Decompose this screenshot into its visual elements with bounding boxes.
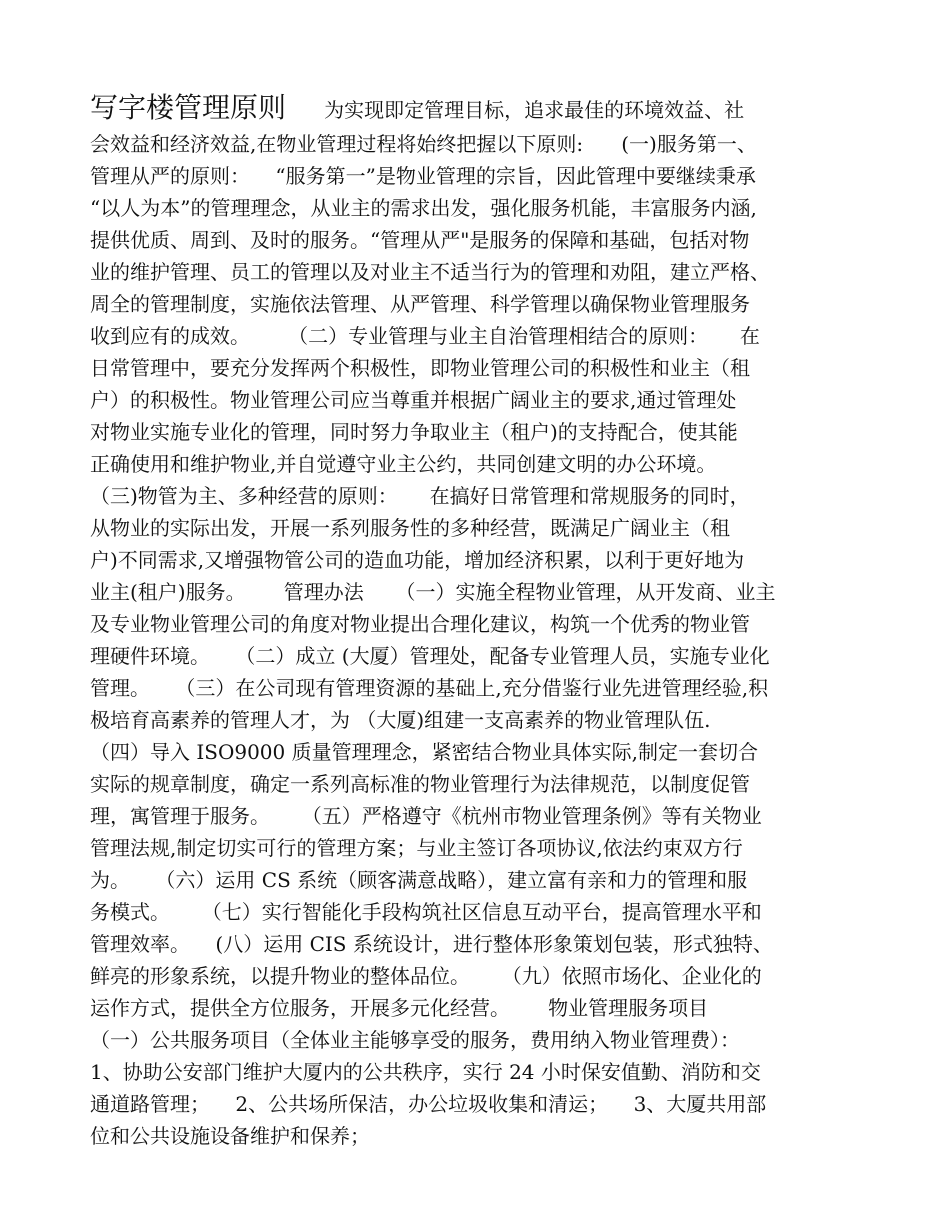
body-line: 理硬件环境。 （二）成立 (大厦）管理处，配备专业管理人员，实施专业化 bbox=[90, 644, 770, 668]
body-line: 从物业的实际出发，开展一系列服务性的多种经营，既满足广阔业主（租 bbox=[90, 516, 730, 540]
body-line: “以人为本”的管理理念，从业主的需求出发，强化服务机能，丰富服务内涵, bbox=[90, 196, 757, 220]
body-line: 户）的积极性。物业管理公司应当尊重并根据广阔业主的要求,通过管理处 bbox=[90, 388, 737, 412]
body-line: 鲜亮的形象系统，以提升物业的整体品位。 （九）依照市场化、企业化的 bbox=[90, 964, 762, 988]
body-line: 1、协助公安部门维护大厦内的公共秩序，实行 24 小时保安值勤、消防和交 bbox=[90, 1060, 761, 1084]
body-line: 理，寓管理于服务。 （五）严格遵守《杭州市物业管理条例》等有关物业 bbox=[90, 804, 762, 828]
body-line: 管理法规,制定切实可行的管理方案；与业主签订各项协议,依法约束双方行 bbox=[90, 836, 743, 860]
body-line: 及专业物业管理公司的角度对物业提出合理化建议，构筑一个优秀的物业管 bbox=[90, 612, 750, 636]
body-line: 业的维护管理、员工的管理以及对业主不适当行为的管理和劝阻，建立严格、 bbox=[90, 260, 770, 284]
body-line: 会效益和经济效益,在物业管理过程将始终把握以下原则: (一)服务第一、 bbox=[90, 132, 757, 156]
document-title: 写字楼管理原则 bbox=[90, 91, 287, 124]
body-line: 管理效率。 (八）运用 CIS 系统设计，进行整体形象策划包装，形式独特、 bbox=[90, 932, 773, 956]
body-line: 运作方式，提供全方位服务，开展多元化经营。 物业管理服务项目 bbox=[90, 996, 709, 1020]
first-line bbox=[90, 88, 880, 128]
body-line: 实际的规章制度，确定一系列高标准的物业管理行为法律规范，以制度促管 bbox=[90, 772, 750, 796]
body-line: 管理。 （三）在公司现有管理资源的基础上,充分借鉴行业先进管理经验,积 bbox=[90, 676, 769, 700]
body-line: 日常管理中，要充分发挥两个积极性，即物业管理公司的积极性和业主（租 bbox=[90, 356, 750, 380]
body-line: （四）导入 ISO9000 质量管理理念，紧密结合物业具体实际,制定一套切合 bbox=[90, 740, 758, 764]
body-line: 提供优质、周到、及时的服务。“管理从严"是服务的保障和基础，包括对物 bbox=[90, 228, 750, 252]
body-line: 位和公共设施设备维护和保养； bbox=[90, 1124, 370, 1148]
body-line: 对物业实施专业化的管理，同时努力争取业主（租户)的支持配合，使其能 bbox=[90, 420, 738, 444]
body-line: 收到应有的成效。 （二）专业管理与业主自治管理相结合的原则： 在 bbox=[90, 324, 760, 348]
body-line: 业主(租户)服务。 管理办法 （一）实施全程物业管理，从开发商、业主 bbox=[90, 580, 776, 604]
body-line: 为。 （六）运用 CS 系统（顾客满意战略），建立富有亲和力的管理和服 bbox=[90, 868, 748, 892]
body-line: 极培育高素养的管理人才，为 （大厦)组建一支高素养的物业管理队伍. bbox=[90, 708, 711, 732]
body-line: （一）公共服务项目（全体业主能够享受的服务，费用纳入物业管理费）： bbox=[90, 1028, 740, 1052]
body-line: 务模式。 （七）实行智能化手段构筑社区信息互动平台，提高管理水平和 bbox=[90, 900, 762, 924]
body-line: 管理从严的原则： “服务第一”是物业管理的宗旨，因此管理中要继续秉承 bbox=[90, 164, 756, 188]
body-line: 周全的管理制度，实施依法管理、从严管理、科学管理以确保物业管理服务 bbox=[90, 292, 750, 316]
body-line: 户)不同需求,又增强物管公司的造血功能，增加经济积累，以利于更好地为 bbox=[90, 548, 745, 572]
document-body bbox=[90, 88, 880, 1152]
body-line: 通道路管理； 2、公共场所保洁，办公垃圾收集和清运； 3、大厦共用部 bbox=[90, 1092, 767, 1116]
body-line: 正确使用和维护物业,并自觉遵守业主公约，共同创建文明的办公环境。 bbox=[90, 452, 717, 476]
first-line-text: 为实现即定管理目标，追求最佳的环境效益、社 bbox=[286, 98, 745, 122]
body-line: （三)物管为主、多种经营的原则： 在搞好日常管理和常规服务的同时， bbox=[90, 484, 750, 508]
